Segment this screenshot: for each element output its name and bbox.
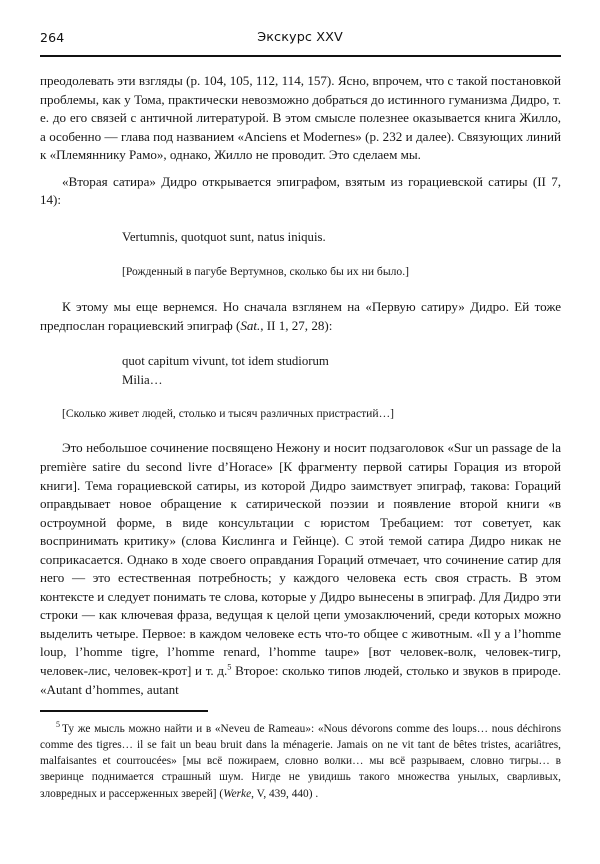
footnote-reference-5[interactable]: 5 xyxy=(227,662,232,672)
latin-quote-2-line-1: quot capitum vivunt, tot idem studiorum xyxy=(122,354,329,369)
paragraph-4-text-a: Это небольшое сочинение посвящено Нежону и носит подзаголовок «Sur un passage de la première satire du second livre d’Horace» [К фрагменту первой сатиры Горация из второй книги]. Тема горациевской сатиры, из которой Дидро заимствует эпиграф, такова: Гораций оправдывает новое обращение к сатирической поэзии и появление второй книги «в остроумной форме, в виде консультации с юристом Требацием: тот советует, как воспринимать критику» (слова Кислинга и Гейнце). С этой темой сатира Дидро никак не соприкасается. Однако в ходе своего оправдания Гораций отмечает, что сочинение сатир для него — это естественная потребность; у каждого человека есть своя страсть. В этом контексте и следует понимать те слова, которые у Дидро вынесены в эпиграф. Для Дидро эти строки — как ключевая фраза, ведущая к целой цепи умозаключений, среди которых можно выделить четыре. Первое: в каждом человеке есть что-то общее с животным. «Il y a l’homme loup, l’homme tigre, l’homme renard, l’homme taupe» [вот человек-волк, человек-тигр, человек-лис, человек-крот] и т. д. xyxy=(40,440,561,678)
footnote-5 xyxy=(40,721,561,802)
latin-quote-2-line-2: Milia… xyxy=(122,372,163,387)
paragraph-3-text-b: , II 1, 27, 28): xyxy=(260,317,333,333)
running-head-title: Экскурс XXV xyxy=(257,30,343,45)
latin-quote-1: Vertumnis, quotquot sunt, natus iniquis. xyxy=(122,229,326,244)
footnote-area xyxy=(40,710,561,802)
source-abbreviation: Sat. xyxy=(240,317,261,333)
text-column xyxy=(40,72,561,699)
paragraph-3 xyxy=(40,298,561,335)
paragraph-1: преодолевать эти взгляды (p. 104, 105, 112, 114, 157). Ясно, впрочем, что с такой постановкой проблемы, как у Тома, практически невозможно добраться до истинного гуманизма Дидро, т. е. до его связей с античной литературой. В этом смысле полезнее оказывается книга Жилло, а особенно — глава под названием «Anciens et Modernes» (p. 232 и далее). Связующих линий к «Племяннику Рамо», однако, Жилло не проводит. Это сделаем мы. xyxy=(40,73,561,163)
footnote-marker-5: 5 xyxy=(56,719,60,729)
footnote-separator xyxy=(40,710,208,712)
translation-gloss-1: [Рожденный в пагубе Вертумнов, сколько бы их ни было.] xyxy=(122,265,409,279)
header-divider xyxy=(40,55,561,57)
translation-gloss-2: [Сколько живет людей, столько и тысяч различных пристрастий…] xyxy=(62,407,395,421)
paragraph-3-text-a: К этому мы еще вернемся. Но сначала взглянем на «Первую сатиру» Дидро. Ей тоже предпослан горациевский эпиграф ( xyxy=(40,299,561,333)
paragraph-4 xyxy=(40,439,561,699)
running-head xyxy=(40,30,560,52)
paragraph-4-text-b: Второе: сколько типов людей, столько и звуков в природе. «Autant d’hommes, autant xyxy=(40,662,562,697)
footnote-source-title: Werke xyxy=(223,787,252,800)
footnote-text-b: , V, 439, 440) . xyxy=(251,787,319,800)
paragraph-2: «Вторая сатира» Дидро открывается эпиграфом, взятым из горациевской сатиры (II 7, 14): xyxy=(40,173,561,208)
footnote-text-a: Ту же мысль можно найти и в «Neveu de Rameau»: «Nous dévorons comme des loups… nous déchirons comme des tigres… il se fait un beau bruit dans la ménagerie. Jamais on ne vit tant de bêtes tristes, acariâtres, malfaisantes et courroucées» [мы всё пожираем, словно волки… мы всё разрываем, словно тигры… в зверинце поднимается страшный шум. Нигде не увидишь такого множества унылых, сварливых, зловредных и рассерженных зверей] ( xyxy=(40,722,561,800)
page-number: 264 xyxy=(40,30,65,45)
